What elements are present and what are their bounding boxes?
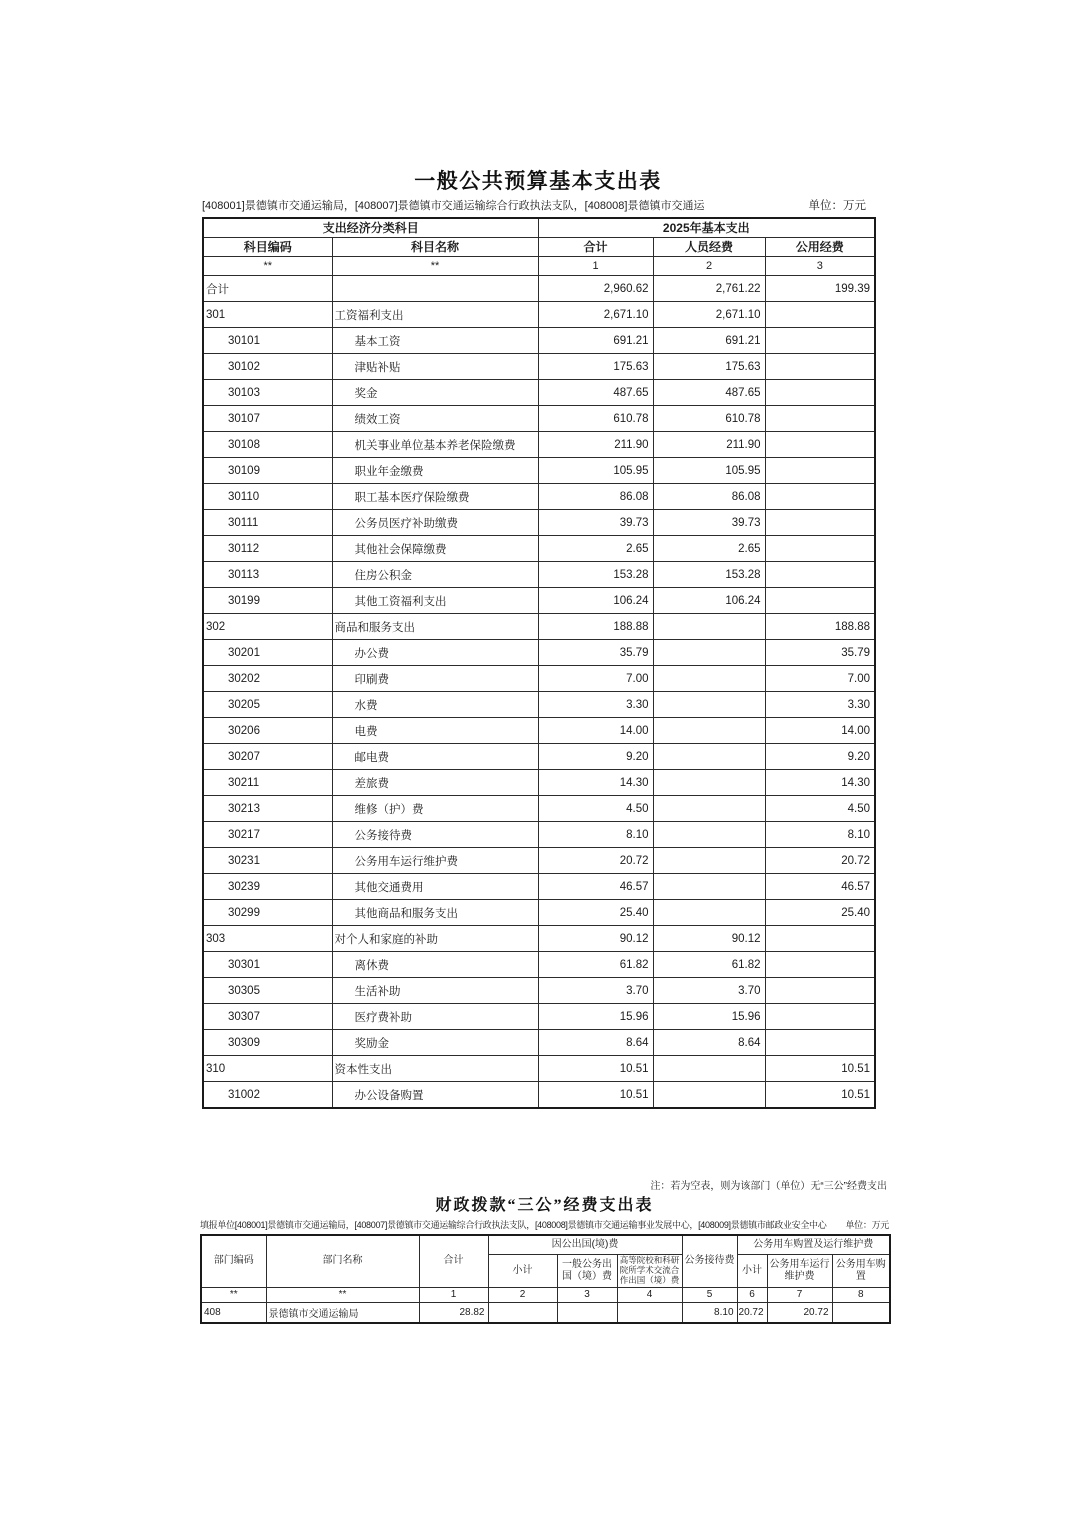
cell-public: [765, 1004, 875, 1030]
cell-personnel: [653, 796, 765, 822]
table-row: [203, 1056, 875, 1082]
cell-abroad_subtotal: [488, 1303, 557, 1324]
page-title: 一般公共预算基本支出表: [414, 170, 662, 193]
cell-personnel: [653, 1056, 765, 1082]
table-row: [203, 276, 875, 302]
cell-code: 合计: [203, 276, 332, 302]
cell-total: 487.65: [538, 380, 653, 406]
cell-personnel: 175.63: [653, 354, 765, 380]
cell-name: 津贴补贴: [332, 354, 538, 380]
cell-code: 30102: [203, 354, 332, 380]
cell-public: [765, 328, 875, 354]
cell-public: 25.40: [765, 900, 875, 926]
cell-code: 30112: [203, 536, 332, 562]
cell-code: 303: [203, 926, 332, 952]
cell-abroad_general: [557, 1303, 617, 1324]
cell-personnel: 106.24: [653, 588, 765, 614]
cell-personnel: [653, 1082, 765, 1109]
cell-public: 14.00: [765, 718, 875, 744]
table2-unit-label: 单位：万元: [845, 1220, 889, 1230]
table1-index-row: [203, 257, 875, 276]
cell-vehicle_subtotal: 20.72: [737, 1303, 767, 1324]
cell-public: 3.30: [765, 692, 875, 718]
t2-col-vehicle-maintenance: 公务用车运行维护费: [767, 1255, 832, 1288]
table1-subtitle-row: [202, 199, 874, 214]
cell-total: 8.10: [538, 822, 653, 848]
table-row: [203, 458, 875, 484]
cell-public: [765, 484, 875, 510]
cell-total: 90.12: [538, 926, 653, 952]
cell-name: 其他交通费用: [332, 874, 538, 900]
cell-total: 153.28: [538, 562, 653, 588]
table2-reporting-units: 填报单位[408001]景德镇市交通运输局，[408007]景德镇市交通运输综合行政执法支队，[408008]景德镇市交通运输事业发展中心，[408009]景德镇市邮政业安全中心: [200, 1220, 827, 1230]
cell-code: 30239: [203, 874, 332, 900]
table1-unit-label: 单位：万元: [808, 200, 866, 212]
cell-name: 公务接待费: [332, 822, 538, 848]
cell-code: 30217: [203, 822, 332, 848]
t2-num-cell: 7: [767, 1288, 832, 1303]
cell-name: 商品和服务支出: [332, 614, 538, 640]
cell-name: 办公设备购置: [332, 1082, 538, 1109]
cell-code: 30207: [203, 744, 332, 770]
cell-personnel: 211.90: [653, 432, 765, 458]
table-row: [203, 432, 875, 458]
cell-code: 30107: [203, 406, 332, 432]
cell-name: 基本工资: [332, 328, 538, 354]
table-row: [203, 380, 875, 406]
t1-col-name: 科目名称: [332, 238, 538, 257]
t1-col-code: 科目编码: [203, 238, 332, 257]
cell-public: 188.88: [765, 614, 875, 640]
cell-public: 46.57: [765, 874, 875, 900]
cell-public: 8.10: [765, 822, 875, 848]
cell-total: 14.00: [538, 718, 653, 744]
three-public-section: [200, 1180, 889, 1324]
table2-title: 财政拨款“三公”经费支出表: [435, 1197, 654, 1214]
cell-code: 30101: [203, 328, 332, 354]
cell-personnel: [653, 848, 765, 874]
cell-code: 408: [201, 1303, 266, 1324]
cell-code: 30211: [203, 770, 332, 796]
cell-name: 公务用车运行维护费: [332, 848, 538, 874]
cell-personnel: 153.28: [653, 562, 765, 588]
cell-personnel: 691.21: [653, 328, 765, 354]
cell-total: 106.24: [538, 588, 653, 614]
cell-name: 景德镇市交通运输局: [266, 1303, 419, 1324]
cell-public: [765, 432, 875, 458]
cell-code: 30202: [203, 666, 332, 692]
cell-public: [765, 458, 875, 484]
t2-num-cell: 6: [737, 1288, 767, 1303]
cell-code: 30108: [203, 432, 332, 458]
table2-group-row: [201, 1235, 890, 1255]
cell-name: 职业年金缴费: [332, 458, 538, 484]
cell-personnel: [653, 640, 765, 666]
cell-total: 2.65: [538, 536, 653, 562]
t2-star-cell: **: [201, 1288, 266, 1303]
cell-personnel: [653, 614, 765, 640]
cell-total: 8.64: [538, 1030, 653, 1056]
cell-code: 30109: [203, 458, 332, 484]
cell-total: 25.40: [538, 900, 653, 926]
cell-code: 30110: [203, 484, 332, 510]
cell-name: 维修（护）费: [332, 796, 538, 822]
cell-reception: 8.10: [682, 1303, 737, 1324]
cell-total: 39.73: [538, 510, 653, 536]
cell-code: 30103: [203, 380, 332, 406]
table-row: [203, 692, 875, 718]
cell-public: [765, 302, 875, 328]
cell-total: 86.08: [538, 484, 653, 510]
table-row: [203, 1082, 875, 1109]
cell-name: 邮电费: [332, 744, 538, 770]
t2-star-cell: **: [266, 1288, 419, 1303]
cell-name: 离休费: [332, 952, 538, 978]
cell-total: 211.90: [538, 432, 653, 458]
cell-public: [765, 354, 875, 380]
cell-name: 其他商品和服务支出: [332, 900, 538, 926]
cell-personnel: 39.73: [653, 510, 765, 536]
cell-name: 奖金: [332, 380, 538, 406]
cell-public: 14.30: [765, 770, 875, 796]
cell-code: 30205: [203, 692, 332, 718]
cell-public: 7.00: [765, 666, 875, 692]
cell-public: 20.72: [765, 848, 875, 874]
empty-table-note: 注：若为空表，则为该部门（单位）无“三公”经费支出: [650, 1181, 887, 1192]
cell-public: [765, 1030, 875, 1056]
cell-public: [765, 406, 875, 432]
cell-total: 105.95: [538, 458, 653, 484]
cell-personnel: [653, 718, 765, 744]
cell-code: 30307: [203, 1004, 332, 1030]
cell-name: 差旅费: [332, 770, 538, 796]
table-row: [203, 328, 875, 354]
cell-total: 28.82: [419, 1303, 488, 1324]
cell-code: 30301: [203, 952, 332, 978]
cell-public: 10.51: [765, 1082, 875, 1109]
cell-name: 职工基本医疗保险缴费: [332, 484, 538, 510]
cell-public: 10.51: [765, 1056, 875, 1082]
cell-total: 610.78: [538, 406, 653, 432]
cell-public: [765, 562, 875, 588]
cell-name: 医疗费补助: [332, 1004, 538, 1030]
cell-name: 资本性支出: [332, 1056, 538, 1082]
cell-vehicle_purchase: [832, 1303, 890, 1324]
cell-personnel: 86.08: [653, 484, 765, 510]
t2-num-cell: 5: [682, 1288, 737, 1303]
table-row: [203, 562, 875, 588]
cell-personnel: [653, 900, 765, 926]
t2-group-abroad: 因公出国(境)费: [488, 1235, 682, 1255]
cell-name: 工资福利支出: [332, 302, 538, 328]
cell-total: 10.51: [538, 1056, 653, 1082]
table-row: [203, 848, 875, 874]
t2-num-cell: 3: [557, 1288, 617, 1303]
t2-col-reception: 公务接待费: [682, 1235, 737, 1288]
t1-group-year: 2025年基本支出: [538, 218, 875, 238]
cell-total: 9.20: [538, 744, 653, 770]
cell-personnel: 90.12: [653, 926, 765, 952]
cell-total: 188.88: [538, 614, 653, 640]
t2-num-cell: 1: [419, 1288, 488, 1303]
t2-group-vehicle: 公务用车购置及运行维护费: [737, 1235, 890, 1255]
cell-total: 7.00: [538, 666, 653, 692]
cell-code: 30206: [203, 718, 332, 744]
cell-name: 水费: [332, 692, 538, 718]
cell-total: 3.30: [538, 692, 653, 718]
t1-num-cell: 1: [538, 257, 653, 276]
t1-num-cell: 2: [653, 257, 765, 276]
cell-name: [332, 276, 538, 302]
cell-name: 对个人和家庭的补助: [332, 926, 538, 952]
table-row: [203, 640, 875, 666]
t1-col-public: 公用经费: [765, 238, 875, 257]
table1-group-row: [203, 218, 875, 238]
cell-total: 175.63: [538, 354, 653, 380]
t2-col-vehicle-purchase: 公务用车购置: [832, 1255, 890, 1288]
cell-personnel: [653, 666, 765, 692]
cell-public: 35.79: [765, 640, 875, 666]
basic-expenditure-section: [202, 170, 874, 1109]
cell-personnel: [653, 770, 765, 796]
cell-public: [765, 926, 875, 952]
table-row: [203, 666, 875, 692]
t1-star-cell: **: [332, 257, 538, 276]
cell-name: 办公费: [332, 640, 538, 666]
cell-personnel: 8.64: [653, 1030, 765, 1056]
cell-name: 机关事业单位基本养老保险缴费: [332, 432, 538, 458]
table-row: [203, 744, 875, 770]
cell-total: 10.51: [538, 1082, 653, 1109]
cell-name: 奖励金: [332, 1030, 538, 1056]
cell-name: 生活补助: [332, 978, 538, 1004]
table1-header: [203, 218, 875, 276]
cell-personnel: [653, 822, 765, 848]
table-row: [203, 614, 875, 640]
cell-total: 61.82: [538, 952, 653, 978]
table-row: [203, 406, 875, 432]
table-row: [203, 302, 875, 328]
table-row: [203, 770, 875, 796]
t1-col-total: 合计: [538, 238, 653, 257]
cell-name: 住房公积金: [332, 562, 538, 588]
cell-name: 电费: [332, 718, 538, 744]
t2-col-vehicle-subtotal: 小计: [737, 1255, 767, 1288]
cell-total: 4.50: [538, 796, 653, 822]
cell-code: 30305: [203, 978, 332, 1004]
cell-code: 30231: [203, 848, 332, 874]
cell-public: 4.50: [765, 796, 875, 822]
cell-code: 30201: [203, 640, 332, 666]
cell-personnel: 15.96: [653, 1004, 765, 1030]
cell-personnel: 2,761.22: [653, 276, 765, 302]
table1-body: [203, 276, 875, 1109]
cell-total: 35.79: [538, 640, 653, 666]
cell-total: 3.70: [538, 978, 653, 1004]
cell-personnel: [653, 692, 765, 718]
table-row: [203, 874, 875, 900]
table-row: [203, 952, 875, 978]
basic-expenditure-table: [202, 217, 876, 1109]
t2-col-abroad-general: 一般公务出国（境）费: [557, 1255, 617, 1288]
t2-col-dept-code: 部门编码: [201, 1235, 266, 1288]
table-row: [203, 536, 875, 562]
cell-total: 14.30: [538, 770, 653, 796]
table-row: [203, 926, 875, 952]
cell-code: 301: [203, 302, 332, 328]
cell-personnel: 61.82: [653, 952, 765, 978]
table-row: [203, 822, 875, 848]
table2-body: [201, 1303, 890, 1324]
t1-num-cell: 3: [765, 257, 875, 276]
table1-reporting-units: [408001]景德镇市交通运输局，[408007]景德镇市交通运输综合行政执法支队，[408008]景德镇市交通运: [202, 200, 705, 212]
t2-num-cell: 2: [488, 1288, 557, 1303]
cell-personnel: [653, 744, 765, 770]
table1-column-row: [203, 238, 875, 257]
cell-personnel: 105.95: [653, 458, 765, 484]
table-row: [201, 1303, 890, 1324]
table-row: [203, 1030, 875, 1056]
cell-code: 302: [203, 614, 332, 640]
cell-total: 20.72: [538, 848, 653, 874]
cell-code: 30309: [203, 1030, 332, 1056]
table2-index-row: [201, 1288, 890, 1303]
cell-personnel: [653, 874, 765, 900]
t2-num-cell: 8: [832, 1288, 890, 1303]
cell-public: [765, 952, 875, 978]
t2-col-dept-name: 部门名称: [266, 1235, 419, 1288]
cell-personnel: 2.65: [653, 536, 765, 562]
table2-header: [201, 1235, 890, 1303]
cell-total: 2,671.10: [538, 302, 653, 328]
t1-col-personnel: 人员经费: [653, 238, 765, 257]
cell-code: 30213: [203, 796, 332, 822]
cell-public: [765, 380, 875, 406]
cell-code: 31002: [203, 1082, 332, 1109]
cell-code: 30111: [203, 510, 332, 536]
cell-name: 绩效工资: [332, 406, 538, 432]
t1-group-subject: 支出经济分类科目: [203, 218, 538, 238]
t2-col-abroad-subtotal: 小计: [488, 1255, 557, 1288]
cell-name: 公务员医疗补助缴费: [332, 510, 538, 536]
cell-public: [765, 978, 875, 1004]
table-row: [203, 978, 875, 1004]
cell-name: 其他工资福利支出: [332, 588, 538, 614]
cell-name: 其他社会保障缴费: [332, 536, 538, 562]
cell-code: 30299: [203, 900, 332, 926]
table-row: [203, 900, 875, 926]
table-row: [203, 718, 875, 744]
cell-name: 印刷费: [332, 666, 538, 692]
cell-personnel: 2,671.10: [653, 302, 765, 328]
cell-public: [765, 536, 875, 562]
cell-public: [765, 510, 875, 536]
t2-num-cell: 4: [617, 1288, 682, 1303]
cell-public: 9.20: [765, 744, 875, 770]
t2-col-total: 合计: [419, 1235, 488, 1288]
table-row: [203, 796, 875, 822]
three-public-table: [200, 1234, 891, 1324]
cell-personnel: 3.70: [653, 978, 765, 1004]
cell-vehicle_maintenance: 20.72: [767, 1303, 832, 1324]
cell-total: 2,960.62: [538, 276, 653, 302]
cell-abroad_academic: [617, 1303, 682, 1324]
cell-total: 15.96: [538, 1004, 653, 1030]
cell-code: 310: [203, 1056, 332, 1082]
cell-total: 46.57: [538, 874, 653, 900]
cell-personnel: 487.65: [653, 380, 765, 406]
cell-public: [765, 588, 875, 614]
table-row: [203, 354, 875, 380]
cell-personnel: 610.78: [653, 406, 765, 432]
table-row: [203, 1004, 875, 1030]
table2-subtitle-row: [200, 1218, 889, 1232]
cell-total: 691.21: [538, 328, 653, 354]
cell-code: 30113: [203, 562, 332, 588]
cell-code: 30199: [203, 588, 332, 614]
cell-public: 199.39: [765, 276, 875, 302]
table-row: [203, 484, 875, 510]
t2-col-abroad-academic: 高等院校和科研院所学术交流合作出国（境）费: [617, 1255, 682, 1288]
table-row: [203, 588, 875, 614]
t1-star-cell: **: [203, 257, 332, 276]
table-row: [203, 510, 875, 536]
